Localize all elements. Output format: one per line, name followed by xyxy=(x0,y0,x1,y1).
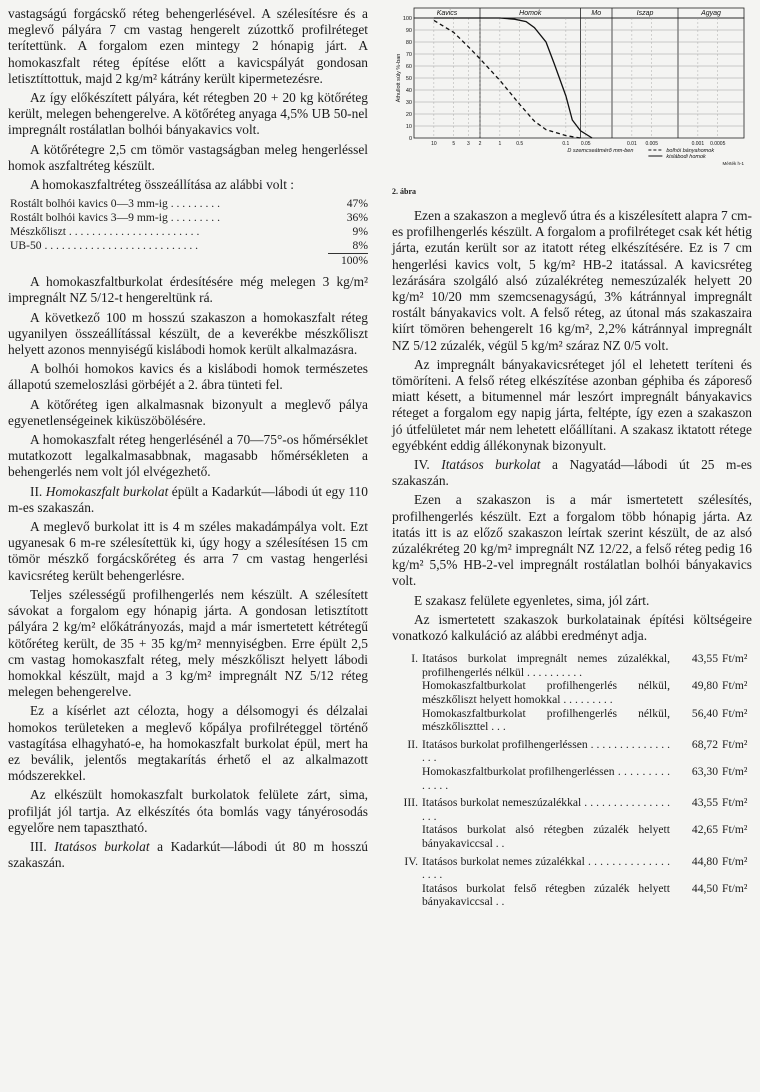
mix-row xyxy=(10,239,368,253)
cost-number: I. xyxy=(411,652,418,666)
paragraph: A kötőrétegre 2,5 cm tömör vastagságban meleg hengerléssel homok aszfaltréteg készült. xyxy=(8,141,368,173)
header-band xyxy=(414,8,744,18)
scale-note: Mérték h-1 xyxy=(722,161,744,166)
legend-label: kislábodi homok xyxy=(666,154,706,160)
paragraph: Az impregnált bányakavicsréteget jól el lehetett teríteni és tömöríteni. A felső réteg elkészítése azonban géphiba és záporeső miatt késett, a bitumennel már leszórt impregnált bányakavics réteget a forgalom egy napig járta, feltépte, így ezen a szakaszon jó útfelületet már nem lehetett előállítani. A szakasz iktatott rétege egyébként eddig állékonynak bizonyult. xyxy=(392,356,752,453)
zone-header: Kavics xyxy=(436,10,458,17)
cost-unit: Ft/m² xyxy=(722,765,748,779)
cost-number: IV. xyxy=(404,854,418,868)
paragraph: Az ismertetett szakaszok burkolatainak építési költségeire vonatkozó kalkuláció az alábbi eredményt adja. xyxy=(392,611,752,644)
cost-value: 43,55 xyxy=(691,796,718,810)
cost-value: 44,80 xyxy=(691,854,718,868)
cost-value: 56,40 xyxy=(691,706,718,720)
y-tick-label: 100 xyxy=(402,16,412,22)
cost-row xyxy=(392,882,752,909)
cost-unit: Ft/m² xyxy=(722,881,748,895)
x-tick-label: 0.01 xyxy=(627,141,637,147)
grain-size-chart xyxy=(392,6,752,184)
cost-row xyxy=(392,738,752,765)
paragraph: A következő 100 m hosszú szakaszon a homokaszfalt réteg ugyanilyen összeállítással készült, de a keverékbe mészkőliszt helyett azonos mennyiségű kislábodi homok került alkalmazásra. xyxy=(8,309,368,358)
mix-name: Rostált bolhói kavics 0—3 mm-ig . . . . . . . . . xyxy=(10,197,220,211)
cost-unit: Ft/m² xyxy=(722,823,748,837)
paragraph: A homokaszfaltburkolat érdesítésére még melegen 3 kg/m² impregnált NZ 5/12-t hengereltünk rá. xyxy=(8,274,368,306)
mix-row xyxy=(10,225,368,239)
y-tick-label: 30 xyxy=(405,100,412,106)
mix-total: 100% xyxy=(328,253,368,268)
x-tick-label: 0.005 xyxy=(645,141,658,147)
paragraph: E szakasz felülete egyenletes, sima, jól zárt. xyxy=(414,592,650,608)
mix-row xyxy=(10,211,368,225)
zone-header: Agyag xyxy=(701,10,721,17)
cost-unit: Ft/m² xyxy=(722,854,748,868)
y-tick-label: 20 xyxy=(405,112,412,118)
mix-name: UB-50 . . . . . . . . . . . . . . . . . . . . . . . . . . . xyxy=(10,239,199,253)
mix-name: Rostált bolhói kavics 3—9 mm-ig . . . . . . . . . xyxy=(10,211,220,225)
section-title: Itatásos burkolat xyxy=(441,457,541,473)
mix-name: Mészkőliszt . . . . . . . . . . . . . . . . . . . . . . . xyxy=(10,225,200,239)
cost-number: II. xyxy=(407,737,418,751)
cost-value: 63,30 xyxy=(691,765,718,779)
cost-unit: Ft/m² xyxy=(722,796,748,810)
x-tick-label: 3 xyxy=(466,141,470,147)
cost-unit: Ft/m² xyxy=(722,652,748,666)
cost-value: 49,80 xyxy=(691,679,718,693)
cost-unit: Ft/m² xyxy=(722,679,748,693)
cost-unit: Ft/m² xyxy=(722,737,748,751)
mix-value: 8% xyxy=(352,239,368,253)
x-tick-label: 5 xyxy=(452,141,456,147)
paragraph: Az így előkészített pályára, két rétegben 20 + 20 kg kötőréteg került, melegen behengerelve. A kötőréteg anyaga 4,5% UB 50-nel impregnált rostálatlan bolhói bányakavics volt. xyxy=(8,90,368,138)
cost-row xyxy=(392,679,752,706)
cost-unit: Ft/m² xyxy=(722,706,748,720)
x-tick-label: 0.1 xyxy=(562,141,570,147)
cost-label: Itatásos burkolat felső rétegben zúzalék helyett bányakaviccsal . . xyxy=(422,881,670,909)
x-tick-label: 10 xyxy=(431,141,437,147)
section-number: III. xyxy=(30,838,47,854)
cost-number xyxy=(392,882,418,909)
y-tick-label: 60 xyxy=(405,64,412,70)
cost-row xyxy=(392,652,752,679)
paragraph: Ez a kísérlet azt célozta, hogy a délsomogyi és délzalai homokos területeken a meglevő kőpálya profilréteggel történő vastagítása elhagyható-e, ha homokaszfalt burkolat épül, mert ha ez beválik, jelentős megtakarítás érhető el az alkalmazott módszerekkel. xyxy=(8,703,368,784)
x-axis-label: D szemcseátmérő mm-ben xyxy=(567,148,634,154)
section-heading-iii xyxy=(8,839,368,871)
cost-label: Itatásos burkolat impregnált nemes zúzalékkal, profilhengerlés nélkül . . . . . . . . . . xyxy=(422,652,670,679)
cost-row xyxy=(392,765,752,792)
x-tick-label: 0.05 xyxy=(580,141,591,147)
paragraph: Teljes szélességű profilhengerlés nem készült. A szélesített sávokat a forgalom egy hónapig járta. A gondosan letisztított pályára 2 kg/m² előkátrányozás, majd a már ismertetett kétrétegű kötőréteg került, de 35 + 35 kg/m² mennyiségben. Erre épült 2,5 cm vastag homokaszfalt réteg, mely mészkőliszt helyett lábodi homokkal készült, majd a 3 kg/m² impregnált NZ 5/12 réteg melegen behengerelve. xyxy=(8,586,368,700)
x-tick-label: 0.5 xyxy=(516,141,524,147)
cost-value: 43,55 xyxy=(691,652,718,666)
x-tick-label: 0.0005 xyxy=(710,141,726,147)
y-tick-label: 10 xyxy=(405,124,412,130)
cost-number xyxy=(392,707,418,734)
cost-row xyxy=(392,707,752,734)
paragraph: A bolhói homokos kavics és a kislábodi homok természetes állapotú szemeloszlási görbéjét a 2. ábra tünteti fel. xyxy=(8,361,368,393)
x-tick-label: 1 xyxy=(498,141,502,147)
right-column xyxy=(392,6,752,909)
section-number: IV. xyxy=(414,457,430,473)
zone-header: Iszap xyxy=(636,10,654,17)
paragraph: Ezen a szakaszon is a már ismertetett szélesítés, profilhengerlés készült. Ezt a forgalom több hónapig járta. Az itatás itt is az előző szakaszon leírtak szerint készült, de az alsó zúzalékréteg 20 kg/m² impregnált NZ 12/22, a felső réteg pedig 16 kg/m² 5,5% HB-2-vel impregnált rostálatlan bolhói bányakavics volt. xyxy=(392,492,752,589)
zone-header: Homok xyxy=(519,10,542,17)
mix-value: 47% xyxy=(346,197,368,211)
cost-value: 42,65 xyxy=(691,823,718,837)
mix-value: 9% xyxy=(352,225,368,239)
cost-row xyxy=(392,823,752,850)
section-title: Homokaszfalt burkolat xyxy=(45,483,169,499)
cost-number xyxy=(392,823,418,850)
cost-number xyxy=(392,679,418,706)
cost-row xyxy=(392,796,752,823)
paragraph: vastagságú forgácskő réteg behengerlésével. A szélesítésre és a meglevő pályára 7 cm vastag hengerelt zúzottkő profilréteget terítettünk. A forgalom ezen mintegy 2 hónapig járt. A homokaszfalt réteg építése előtt a kavicspályát gondosan letisztíttottuk, majd 2 kg/m² kátrány került kipermetezésre. xyxy=(8,6,368,86)
cost-value: 44,50 xyxy=(691,881,718,895)
cost-label: Homokaszfaltburkolat profilhengerléssen . . . . . . . . . . . . . . xyxy=(422,765,670,792)
y-tick-label: 90 xyxy=(405,28,412,34)
cost-table xyxy=(392,652,752,909)
cost-value: 68,72 xyxy=(691,737,718,751)
mix-table xyxy=(10,197,368,268)
cost-label: Homokaszfaltburkolat profilhengerlés nélkül, mészkőliszttel . . . xyxy=(422,706,670,734)
y-tick-label: 0 xyxy=(408,136,412,142)
paragraph: Ezen a szakaszon a meglevő útra és a kiszélesített alapra 7 cm-es profilhengerlés készült. A forgalom a profilréteget csak két hétig járta, ezután került sor az itatott réteg elkészítésére. Ez is 7 cm hengerlési kavics volt, 5 kg/m² HB-2 itatással. A kavicsréteg lezárására szolgáló alsó zúzalékréteg nemeszúzalék helyett 20 kg/m² 10/20 mm szemcsenagyságú, 3% kátránnyal impregnált rostált bányakavics volt. A felső réteg, az útonal más szakaszaira kiírt tömören behengerelt 16 kg/m², 2,2% kátránnyal impregnált NZ 5/12 zúzalék, végül 5 kg/m² száraz NZ 0/5 volt. xyxy=(392,208,752,353)
mix-value: 36% xyxy=(346,211,368,225)
y-tick-label: 80 xyxy=(405,40,412,46)
cost-number xyxy=(392,765,418,792)
paragraph: A homokaszfaltréteg összeállítása az alábbi volt : xyxy=(30,177,295,193)
cost-row xyxy=(392,855,752,882)
mix-row xyxy=(10,197,368,211)
cost-label: Itatásos burkolat nemeszúzalékkal . . . . . . . . . . . . . . . . . . xyxy=(422,796,670,823)
series-line xyxy=(434,20,581,138)
section-text: a Nagyatád—lábodi út 25 m-es szakaszán. xyxy=(392,457,752,489)
section-title: Itatásos burkolat xyxy=(54,838,150,854)
x-tick-label: 0.001 xyxy=(691,141,705,147)
section-heading-iv xyxy=(392,457,752,489)
cost-label: Itatásos burkolat alsó rétegben zúzalék helyett bányakaviccsal . . xyxy=(422,823,670,850)
legend-label: bolhói bányahomok xyxy=(666,148,715,154)
cost-label: Homokaszfaltburkolat profilhengerlés nélkül, mészkőliszt helyett homokkal . . . . . . . . . xyxy=(422,679,670,707)
y-tick-label: 70 xyxy=(405,52,412,58)
paragraph: A meglevő burkolat itt is 4 m széles makadámpálya volt. Ezt ugyanesak 6 m-re szélesítettük ki, úgy hogy a szélesítésen 15 cm tömör mészkő forgácskőréteg és arra 7 cm vastag hengerlési kavicsréteg került behengerlésre. xyxy=(8,519,368,583)
y-tick-label: 50 xyxy=(405,76,412,82)
cost-number: III. xyxy=(403,796,418,810)
cost-label: Itatásos burkolat profilhengerléssen . . . . . . . . . . . . . . . . . xyxy=(422,737,670,765)
paragraph: Az elkészült homokaszfalt burkolatok felülete zárt, sima, profilját jól tartja. Az elkészítés óta bomlás vagy tányérosodás egyelőre nem tapasztható. xyxy=(8,787,368,835)
zone-header: Mo xyxy=(591,10,602,17)
left-column xyxy=(8,6,368,871)
section-number: II. xyxy=(30,483,43,499)
cost-label: Itatásos burkolat nemes zúzalékkal . . . . . . . . . . . . . . . . . . xyxy=(422,854,670,882)
figure-caption: 2. ábra xyxy=(392,187,416,196)
section-heading-ii xyxy=(8,484,368,516)
x-tick-label: 2 xyxy=(478,141,482,147)
y-axis-label: Áthullott súly %-ban xyxy=(396,53,402,103)
paragraph: A homokaszfalt réteg hengerlésénél a 70—75°-os hőmérséklet mutatkozott legalkalmasabbnak, magasabb hőmérsékleten a behengerlés nem volt jól elvégezhető. xyxy=(8,432,368,480)
y-tick-label: 40 xyxy=(405,88,412,94)
section-text: a Kadarkút—lábodi út 80 m hosszú szakaszán. xyxy=(8,838,368,871)
paragraph: A kötőréteg igen alkalmasnak bizonyult a meglevő pálya egyenetlenségeinek kiküszöbölésére. xyxy=(8,396,368,428)
grain-size-figure xyxy=(392,6,752,196)
section-text: épült a Kadarkút—lábodi út egy 110 m-es szakaszán. xyxy=(8,483,368,515)
